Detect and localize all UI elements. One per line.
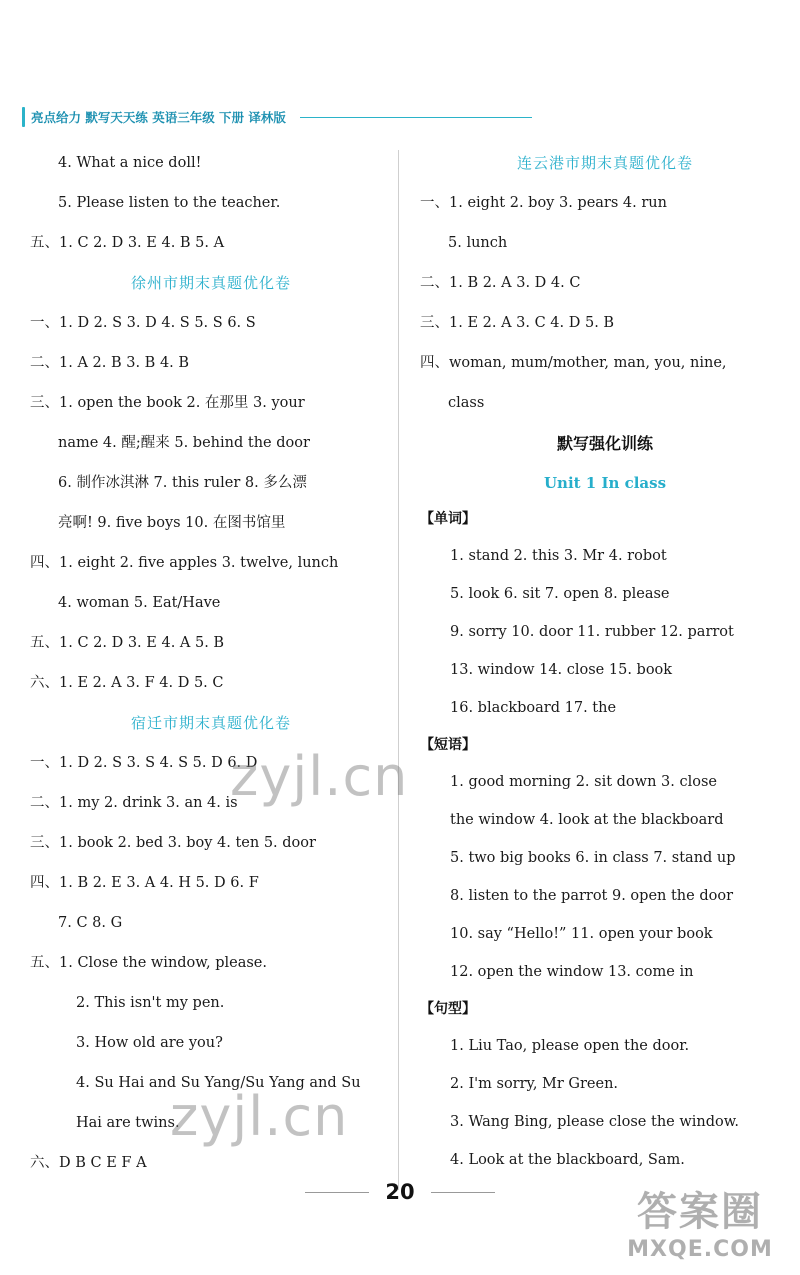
section-title: 宿迁市期末真题优化卷 xyxy=(130,714,291,732)
answer-line: 5. Please listen to the teacher. xyxy=(58,195,281,211)
brand-logo: 答案圈 xyxy=(637,1189,763,1235)
answer-line: 四、1. B 2. E 3. A 4. H 5. D 6. F xyxy=(30,875,259,891)
answer-line: 6. 制作冰淇淋 7. this ruler 8. 多么漂 xyxy=(58,475,307,491)
answer-line: 一、1. D 2. S 3. D 4. S 5. S 6. S xyxy=(30,315,256,331)
answer-line: 1. stand 2. this 3. Mr 4. robot xyxy=(450,548,667,564)
answer-line: 2. I'm sorry, Mr Green. xyxy=(450,1076,619,1092)
answer-line: 2. This isn't my pen. xyxy=(76,995,225,1011)
answer-line: 5. lunch xyxy=(448,235,508,251)
answer-line: 二、1. B 2. A 3. D 4. C xyxy=(420,275,581,291)
answer-line: 二、1. my 2. drink 3. an 4. is xyxy=(30,795,238,811)
unit-title: Unit 1 In class xyxy=(543,474,667,492)
answer-line: 1. Liu Tao, please open the door. xyxy=(450,1038,690,1054)
answer-line: 1. good morning 2. sit down 3. close xyxy=(450,774,717,790)
brand-watermark xyxy=(610,1180,790,1270)
answer-line: 五、1. Close the window, please. xyxy=(30,955,267,971)
answer-line: 3. How old are you? xyxy=(76,1035,223,1051)
answer-line: 3. Wang Bing, please close the window. xyxy=(450,1114,740,1130)
answer-line: 5. look 6. sit 7. open 8. please xyxy=(450,586,670,602)
footer-rule-left xyxy=(305,1192,369,1193)
answer-line: 六、1. E 2. A 3. F 4. D 5. C xyxy=(30,675,224,691)
answer-line: name 4. 醒;醒来 5. behind the door xyxy=(58,435,310,451)
header-accent-bar xyxy=(22,107,25,127)
answer-line: 16. blackboard 17. the xyxy=(450,700,617,716)
answer-line: 五、1. C 2. D 3. E 4. A 5. B xyxy=(30,635,225,651)
answer-line: 4. woman 5. Eat/Have xyxy=(58,595,221,611)
answer-line: 4. What a nice doll! xyxy=(58,155,202,171)
answer-line: 四、1. eight 2. five apples 3. twelve, lunch xyxy=(30,555,339,571)
answer-line: 4. Look at the blackboard, Sam. xyxy=(450,1152,685,1168)
answer-line: 亮啊! 9. five boys 10. 在图书馆里 xyxy=(58,515,286,531)
answer-line: 9. sorry 10. door 11. rubber 12. parrot xyxy=(450,624,734,640)
section-title: 连云港市期末真题优化卷 xyxy=(516,154,693,172)
brand-url: MXQE.COM xyxy=(627,1237,773,1262)
answer-line: 二、1. A 2. B 3. B 4. B xyxy=(30,355,190,371)
header-rule xyxy=(300,117,532,118)
answer-line: 10. say “Hello!” 11. open your book xyxy=(450,926,713,942)
answer-line: 三、1. open the book 2. 在那里 3. your xyxy=(30,395,305,411)
page-number: 20 xyxy=(385,1180,415,1204)
right-column xyxy=(420,143,790,1179)
answer-line: 8. listen to the parrot 9. open the door xyxy=(450,888,734,904)
answer-line: 六、D B C E F A xyxy=(30,1155,147,1171)
running-header xyxy=(22,106,532,128)
left-column xyxy=(30,143,392,1183)
category-label: 【短语】 xyxy=(420,737,476,753)
watermark-bottom: zyjl.cn xyxy=(170,1085,349,1148)
answer-line: the window 4. look at the blackboard xyxy=(450,812,724,828)
answer-line: 一、1. D 2. S 3. S 4. S 5. D 6. D xyxy=(30,755,258,771)
part-title: 默写强化训练 xyxy=(556,434,653,453)
answer-line: 三、1. book 2. bed 3. boy 4. ten 5. door xyxy=(30,835,316,851)
answer-line: 一、1. eight 2. boy 3. pears 4. run xyxy=(420,195,667,211)
answer-line: class xyxy=(448,395,485,411)
answer-line: Hai are twins. xyxy=(76,1115,180,1131)
answer-line: 7. C 8. G xyxy=(58,915,123,931)
category-label: 【句型】 xyxy=(420,1001,476,1017)
answer-line: 5. two big books 6. in class 7. stand up xyxy=(450,850,736,866)
answer-line: 三、1. E 2. A 3. C 4. D 5. B xyxy=(420,315,615,331)
header-text: 亮点给力 默写天天练 英语三年级 下册 译林版 xyxy=(31,110,286,125)
footer-rule-right xyxy=(431,1192,495,1193)
section-title: 徐州市期末真题优化卷 xyxy=(130,274,291,292)
answer-line: 12. open the window 13. come in xyxy=(450,964,694,980)
watermark-mid: zyjl.cn xyxy=(230,745,409,808)
answer-line: 四、woman, mum/mother, man, you, nine, xyxy=(420,355,727,371)
answer-line: 4. Su Hai and Su Yang/Su Yang and Su xyxy=(76,1075,361,1091)
category-label: 【单词】 xyxy=(420,511,476,527)
column-divider xyxy=(398,150,399,1190)
answer-line: 五、1. C 2. D 3. E 4. B 5. A xyxy=(30,235,225,251)
answer-line: 13. window 14. close 15. book xyxy=(450,662,673,678)
